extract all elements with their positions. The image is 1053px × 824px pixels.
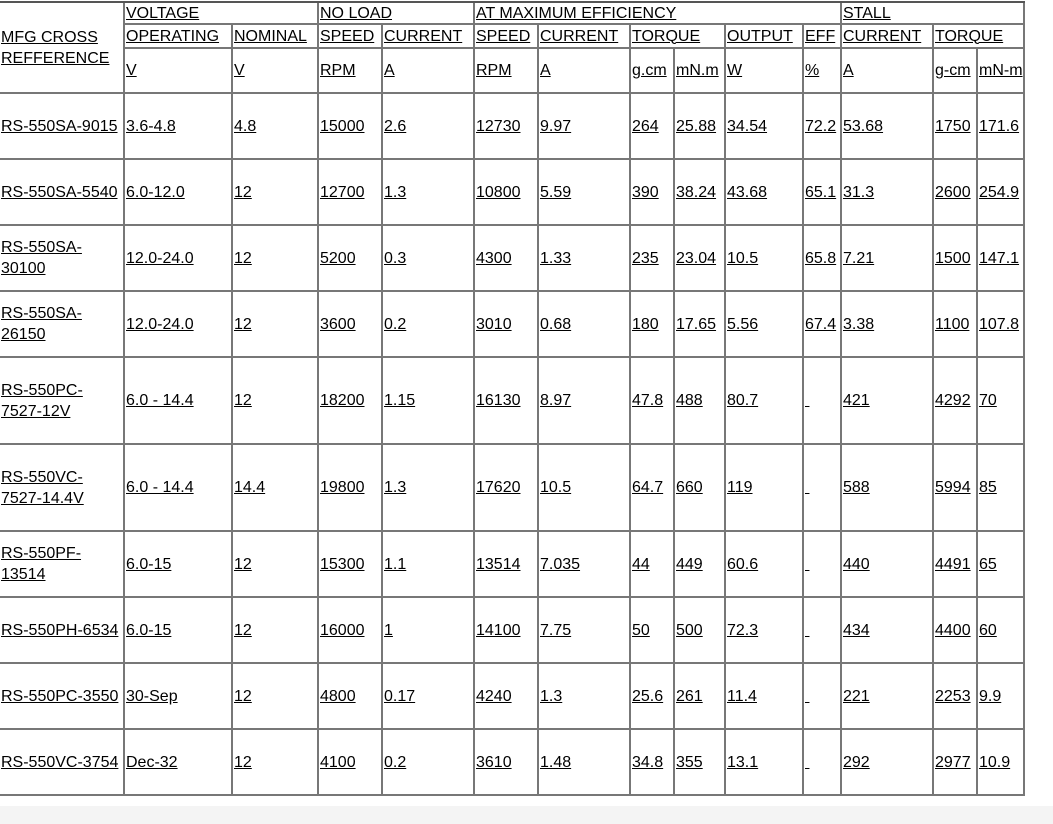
unit-torque-mnm: mN.m <box>675 49 726 94</box>
max-eff-speed-cell: 3010 <box>475 292 539 358</box>
nominal-voltage-cell: 12 <box>233 598 319 664</box>
torque-mnm-cell: 38.24 <box>675 160 726 226</box>
no-load-current-cell: 0.2 <box>383 730 475 796</box>
torque-mnm-cell: 25.88 <box>675 94 726 160</box>
stall-torque-mnm-cell: 171.6 <box>978 94 1025 160</box>
max-eff-torque-header: TORQUE <box>631 25 726 49</box>
stall-torque-header: TORQUE <box>934 25 1025 49</box>
max-eff-current-header: CURRENT <box>539 25 631 49</box>
torque-mnm-cell: 23.04 <box>675 226 726 292</box>
model-cell: RS-550PC-7527-12V <box>0 358 125 445</box>
torque-mnm-cell: 500 <box>675 598 726 664</box>
unit-operating-v: V <box>125 49 233 94</box>
stall-torque-gcm-cell: 4491 <box>934 532 978 598</box>
max-eff-current-cell: 1.48 <box>539 730 631 796</box>
no-load-current-cell: 1.3 <box>383 160 475 226</box>
mfg-cross-reference-header: MFG CROSS REFFERENCE <box>0 3 125 94</box>
no-load-speed-cell: 18200 <box>319 358 383 445</box>
torque-gcm-cell: 34.8 <box>631 730 675 796</box>
stall-torque-gcm-cell: 2977 <box>934 730 978 796</box>
unit-stall-gcm: g-cm <box>934 49 978 94</box>
max-eff-current-cell: 9.97 <box>539 94 631 160</box>
output-cell: 13.1 <box>726 730 804 796</box>
no-load-speed-cell: 3600 <box>319 292 383 358</box>
max-eff-speed-cell: 4240 <box>475 664 539 730</box>
table-row <box>0 445 1025 532</box>
model-cell: RS-550VC-3754 <box>0 730 125 796</box>
efficiency-cell <box>804 664 842 730</box>
model-cell: RS-550VC-7527-14.4V <box>0 445 125 532</box>
stall-current-cell: 440 <box>842 532 934 598</box>
no-load-current-cell: 2.6 <box>383 94 475 160</box>
unit-torque-gcm: g.cm <box>631 49 675 94</box>
max-eff-current-cell: 10.5 <box>539 445 631 532</box>
torque-mnm-cell: 261 <box>675 664 726 730</box>
no-load-speed-cell: 4100 <box>319 730 383 796</box>
model-cell: RS-550PH-6534 <box>0 598 125 664</box>
no-load-current-cell: 0.17 <box>383 664 475 730</box>
stall-current-cell: 434 <box>842 598 934 664</box>
efficiency-cell <box>804 445 842 532</box>
table-row <box>0 292 1025 358</box>
model-cell: RS-550PF-13514 <box>0 532 125 598</box>
stall-current-header: CURRENT <box>842 25 934 49</box>
unit-max-eff-a: A <box>539 49 631 94</box>
motor-spec-table <box>0 1 1025 796</box>
no-load-current-cell: 1.15 <box>383 358 475 445</box>
stall-torque-gcm-cell: 1100 <box>934 292 978 358</box>
eff-header: EFF <box>804 25 842 49</box>
no-load-current-cell: 1 <box>383 598 475 664</box>
max-eff-speed-cell: 4300 <box>475 226 539 292</box>
no-load-current-cell: 1.3 <box>383 445 475 532</box>
group-header-row <box>0 3 1025 25</box>
stall-torque-gcm-cell: 4292 <box>934 358 978 445</box>
torque-gcm-cell: 235 <box>631 226 675 292</box>
no-load-speed-cell: 15300 <box>319 532 383 598</box>
max-eff-current-cell: 1.33 <box>539 226 631 292</box>
efficiency-cell <box>804 532 842 598</box>
efficiency-cell <box>804 358 842 445</box>
torque-gcm-cell: 64.7 <box>631 445 675 532</box>
operating-voltage-cell: 12.0-24.0 <box>125 292 233 358</box>
unit-nominal-v: V <box>233 49 319 94</box>
stall-torque-gcm-cell: 5994 <box>934 445 978 532</box>
max-eff-speed-cell: 3610 <box>475 730 539 796</box>
efficiency-cell: 67.4 <box>804 292 842 358</box>
stall-current-cell: 53.68 <box>842 94 934 160</box>
nominal-voltage-cell: 12 <box>233 664 319 730</box>
no-load-current-cell: 1.1 <box>383 532 475 598</box>
stall-torque-mnm-cell: 107.8 <box>978 292 1025 358</box>
table-row <box>0 226 1025 292</box>
unit-stall-a: A <box>842 49 934 94</box>
model-cell: RS-550SA-26150 <box>0 292 125 358</box>
nominal-voltage-cell: 12 <box>233 532 319 598</box>
stall-current-cell: 7.21 <box>842 226 934 292</box>
operating-voltage-cell: 3.6-4.8 <box>125 94 233 160</box>
nominal-voltage-cell: 12 <box>233 730 319 796</box>
no-load-group-header: NO LOAD <box>319 3 475 25</box>
stall-current-cell: 292 <box>842 730 934 796</box>
unit-no-load-rpm: RPM <box>319 49 383 94</box>
no-load-speed-cell: 15000 <box>319 94 383 160</box>
operating-voltage-cell: 12.0-24.0 <box>125 226 233 292</box>
max-eff-current-cell: 5.59 <box>539 160 631 226</box>
table-row <box>0 94 1025 160</box>
page-bottom-margin <box>0 806 1053 824</box>
stall-group-header: STALL <box>842 3 1025 25</box>
max-eff-current-cell: 1.3 <box>539 664 631 730</box>
stall-current-cell: 31.3 <box>842 160 934 226</box>
unit-no-load-a: A <box>383 49 475 94</box>
torque-mnm-cell: 488 <box>675 358 726 445</box>
stall-torque-mnm-cell: 147.1 <box>978 226 1025 292</box>
torque-mnm-cell: 449 <box>675 532 726 598</box>
operating-voltage-cell: 6.0 - 14.4 <box>125 358 233 445</box>
table-row <box>0 532 1025 598</box>
stall-torque-gcm-cell: 2253 <box>934 664 978 730</box>
table-row <box>0 358 1025 445</box>
voltage-group-header: VOLTAGE <box>125 3 319 25</box>
nominal-voltage-cell: 12 <box>233 358 319 445</box>
max-eff-speed-cell: 12730 <box>475 94 539 160</box>
unit-output-w: W <box>726 49 804 94</box>
model-cell: RS-550SA-5540 <box>0 160 125 226</box>
max-efficiency-group-header: AT MAXIMUM EFFICIENCY <box>475 3 842 25</box>
no-load-current-cell: 0.2 <box>383 292 475 358</box>
torque-gcm-cell: 25.6 <box>631 664 675 730</box>
no-load-speed-cell: 5200 <box>319 226 383 292</box>
stall-current-cell: 588 <box>842 445 934 532</box>
stall-torque-mnm-cell: 254.9 <box>978 160 1025 226</box>
table-row <box>0 160 1025 226</box>
max-eff-current-cell: 7.035 <box>539 532 631 598</box>
model-cell: RS-550PC-3550 <box>0 664 125 730</box>
output-cell: 11.4 <box>726 664 804 730</box>
stall-torque-mnm-cell: 60 <box>978 598 1025 664</box>
torque-mnm-cell: 660 <box>675 445 726 532</box>
output-cell: 119 <box>726 445 804 532</box>
no-load-speed-cell: 12700 <box>319 160 383 226</box>
operating-voltage-cell: 30-Sep <box>125 664 233 730</box>
stall-torque-gcm-cell: 1750 <box>934 94 978 160</box>
max-eff-current-cell: 8.97 <box>539 358 631 445</box>
max-eff-speed-header: SPEED <box>475 25 539 49</box>
unit-stall-mnm: mN-m <box>978 49 1025 94</box>
stall-torque-mnm-cell: 85 <box>978 445 1025 532</box>
operating-voltage-cell: 6.0-15 <box>125 532 233 598</box>
stall-torque-mnm-cell: 70 <box>978 358 1025 445</box>
table-row <box>0 598 1025 664</box>
efficiency-cell: 65.1 <box>804 160 842 226</box>
efficiency-cell: 65.8 <box>804 226 842 292</box>
torque-gcm-cell: 50 <box>631 598 675 664</box>
output-cell: 43.68 <box>726 160 804 226</box>
nominal-header: NOMINAL <box>233 25 319 49</box>
unit-max-eff-rpm: RPM <box>475 49 539 94</box>
torque-gcm-cell: 44 <box>631 532 675 598</box>
torque-mnm-cell: 355 <box>675 730 726 796</box>
stall-torque-gcm-cell: 2600 <box>934 160 978 226</box>
stall-torque-mnm-cell: 65 <box>978 532 1025 598</box>
nominal-voltage-cell: 14.4 <box>233 445 319 532</box>
sub-header-row <box>0 25 1025 49</box>
efficiency-cell <box>804 598 842 664</box>
max-eff-speed-cell: 10800 <box>475 160 539 226</box>
stall-torque-gcm-cell: 1500 <box>934 226 978 292</box>
stall-torque-mnm-cell: 9.9 <box>978 664 1025 730</box>
max-eff-current-cell: 0.68 <box>539 292 631 358</box>
table-row <box>0 730 1025 796</box>
max-eff-speed-cell: 17620 <box>475 445 539 532</box>
max-eff-speed-cell: 16130 <box>475 358 539 445</box>
max-eff-current-cell: 7.75 <box>539 598 631 664</box>
stall-current-cell: 221 <box>842 664 934 730</box>
operating-voltage-cell: 6.0-12.0 <box>125 160 233 226</box>
operating-voltage-cell: Dec-32 <box>125 730 233 796</box>
max-eff-speed-cell: 13514 <box>475 532 539 598</box>
nominal-voltage-cell: 4.8 <box>233 94 319 160</box>
output-cell: 80.7 <box>726 358 804 445</box>
table-row <box>0 664 1025 730</box>
model-cell: RS-550SA-30100 <box>0 226 125 292</box>
output-cell: 34.54 <box>726 94 804 160</box>
table-body <box>0 94 1025 796</box>
output-cell: 10.5 <box>726 226 804 292</box>
no-load-speed-cell: 16000 <box>319 598 383 664</box>
stall-current-cell: 3.38 <box>842 292 934 358</box>
nominal-voltage-cell: 12 <box>233 292 319 358</box>
output-header: OUTPUT <box>726 25 804 49</box>
output-cell: 5.56 <box>726 292 804 358</box>
torque-gcm-cell: 264 <box>631 94 675 160</box>
model-cell: RS-550SA-9015 <box>0 94 125 160</box>
operating-voltage-cell: 6.0 - 14.4 <box>125 445 233 532</box>
operating-header: OPERATING <box>125 25 233 49</box>
torque-mnm-cell: 17.65 <box>675 292 726 358</box>
no-load-speed-cell: 4800 <box>319 664 383 730</box>
stall-torque-mnm-cell: 10.9 <box>978 730 1025 796</box>
nominal-voltage-cell: 12 <box>233 226 319 292</box>
operating-voltage-cell: 6.0-15 <box>125 598 233 664</box>
no-load-speed-header: SPEED <box>319 25 383 49</box>
torque-gcm-cell: 390 <box>631 160 675 226</box>
output-cell: 72.3 <box>726 598 804 664</box>
torque-gcm-cell: 47.8 <box>631 358 675 445</box>
efficiency-cell <box>804 730 842 796</box>
output-cell: 60.6 <box>726 532 804 598</box>
units-row <box>0 49 1025 94</box>
stall-current-cell: 421 <box>842 358 934 445</box>
unit-eff-percent: % <box>804 49 842 94</box>
stall-torque-gcm-cell: 4400 <box>934 598 978 664</box>
no-load-speed-cell: 19800 <box>319 445 383 532</box>
no-load-current-cell: 0.3 <box>383 226 475 292</box>
torque-gcm-cell: 180 <box>631 292 675 358</box>
max-eff-speed-cell: 14100 <box>475 598 539 664</box>
no-load-current-header: CURRENT <box>383 25 475 49</box>
nominal-voltage-cell: 12 <box>233 160 319 226</box>
efficiency-cell: 72.2 <box>804 94 842 160</box>
